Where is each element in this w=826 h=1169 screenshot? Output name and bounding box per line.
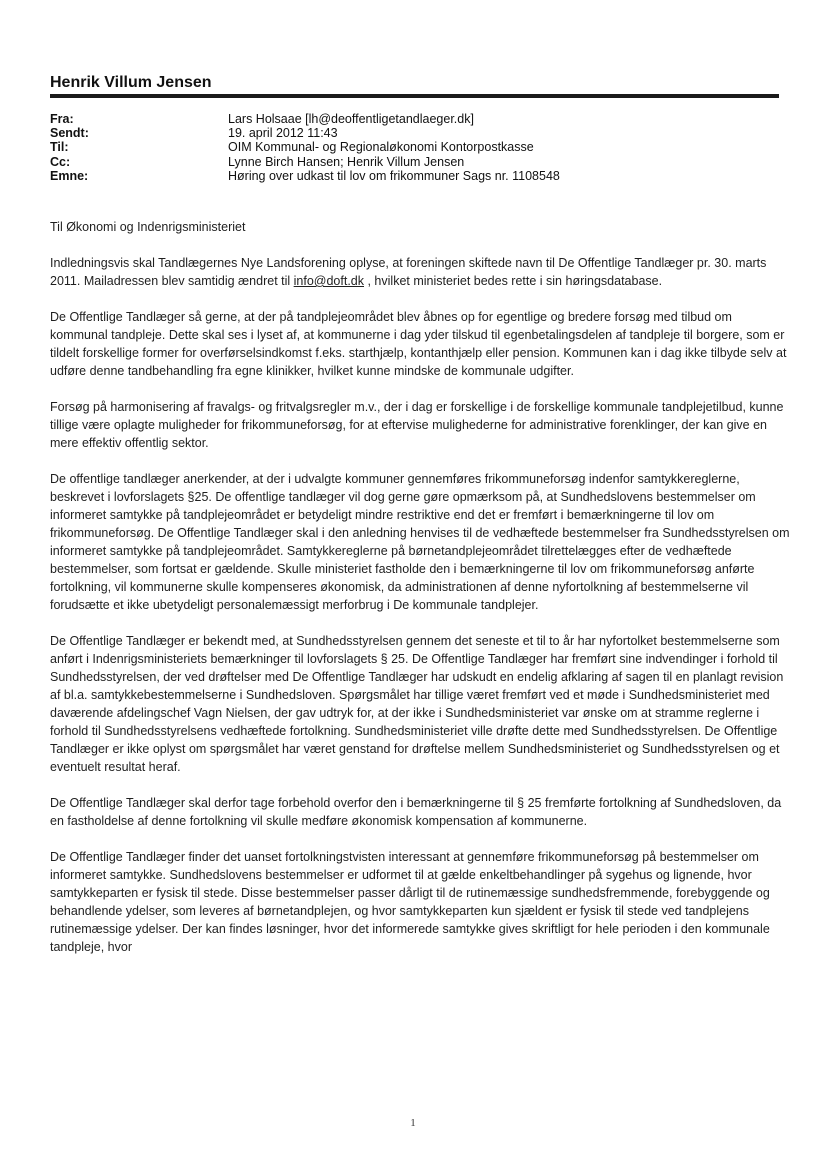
paragraph-text: , hvilket ministeriet bedes rette i sin høringsdatabase. (364, 274, 663, 288)
header-label: Sendt: (50, 126, 89, 141)
header-label: Til: (50, 140, 69, 155)
page-number: 1 (410, 1117, 416, 1129)
paragraph-municipal-dental-care: De Offentlige Tandlæger så gerne, at der på tandplejeområdet blev åbnes op for egentlige og bredere forsøg med tilbud om kommunal tandpleje. Dette skal ses i lyset af, at kommunerne i dag yder tilskud til egenbetalingsdelen af tandpleje til borgere, som er tildelt forskellige former for overførselsindkomst f.eks. starthjælp, kontanthjælp eller pension. Kommunen kan i dag ikke tilbyde selv at udføre denne tandbehandling fra egne klinikker, hvilket kunne mindske de kommunale udgifter. (50, 310, 787, 378)
paragraph-consent-rules: De offentlige tandlæger anerkender, at der i udvalgte kommuner gennemføres frikommuneforsøg indenfor samtykkereglerne, beskrevet i lovforslagets §25. De offentlige tandlæger vil dog gerne gøre opmærksom på, at Sundhedslovens bestemmelser om informeret samtykke på tandplejeområdet er betydeligt mindre restriktive end det er fremført i bemærkningerne til lov om frikommuneforsøg. De Offentlige Tandlæger skal i den anledning henvises til de vedhæftede bestemmelser fra Sundhedsstyrelsen om informeret samtykke på tandplejeområdet. Samtykkereglerne på børnetandplejeområdet tilrettelægges efter de vedhæftede bestemmelser, som fortsat er gældende. Skulle ministeriet fastholde den i bemærkningerne til lov om frikommuneforsøg anførte fortolkning, vil kommunerne skulle kompenseres økonomisk, da administrationen af denne nyfortolkning af bestemmelserne vil forudsætte et ikke ubetydeligt personalemæssigt merforbrug i De kommunale tandplejer. (50, 472, 790, 612)
salutation: Til Økonomi og Indenrigsministeriet (50, 220, 246, 234)
email-headers (50, 112, 560, 183)
paragraph-name-change (50, 254, 790, 290)
paragraph-harmonisation: Forsøg på harmonisering af fravalgs- og fritvalgsregler m.v., der i dag er forskellige i de forskellige kommunale tandplejetilbud, kunne tillige være oplagte muligheder for frikommuneforsøg, for at eftervise mulighederne for administrative forenklinger, der kan give en mere effektiv offentlig sektor. (50, 400, 784, 450)
header-value-to: OIM Kommunal- og Regionaløkonomi Kontorpostkasse (228, 140, 534, 155)
email-body (50, 218, 790, 974)
paragraph-free-municipality-trial: De Offentlige Tandlæger finder det uanset fortolkningstvisten interessant at gennemføre frikommuneforsøg på bestemmelser om informeret samtykke. Sundhedslovens bestemmelser er udformet til at gælde enkeltbehandlinger på sygehus og lignende, hvor samtykkeparten er fysisk til stede. Disse bestemmelser passer dårligt til de rutinemæssige sundhedsfremmende, forebyggende og behandlende ydelser, som leveres af børnetandplejen, og hvor samtykkeparten kun sjældent er fysisk til stede ved tandplejens rutinemæssige ydelser. Der kan findes løsninger, hvor det informerede samtykke gives skriftligt for hele perioden i den kommunale tandpleje, hvor (50, 850, 770, 954)
header-value-cc: Lynne Birch Hansen; Henrik Villum Jensen (228, 154, 465, 169)
paragraph-reservation: De Offentlige Tandlæger skal derfor tage forbehold overfor den i bemærkningerne til § 25 fremførte fortolkning af Sundhedsloven, da en fastholdelse af denne fortolkning vil skulle medføre økonomisk kompensation af kommunerne. (50, 796, 782, 828)
header-row-subject (50, 169, 560, 183)
header-divider (50, 94, 779, 98)
header-label: Emne: (50, 168, 89, 183)
header-label: Cc: (50, 154, 71, 169)
header-row-from (50, 112, 560, 126)
email-link[interactable]: info@doft.dk (293, 274, 365, 288)
header-value-subject: Høring over udkast til lov om frikommuner Sags nr. 1108548 (228, 168, 560, 183)
paragraph-text: Indledningsvis skal Tandlægernes Nye Landsforening oplyse, at foreningen skiftede navn til De Offentlige Tandlæger pr. 30. marts 2011. Mailadressen blev samtidig ændret til (50, 256, 767, 288)
header-row-to (50, 140, 560, 154)
header-value-from: Lars Holsaae [lh@deoffentligetandlaeger.dk] (228, 112, 474, 126)
header-row-sent (50, 126, 560, 140)
mailbox-owner-name: Henrik Villum Jensen (50, 74, 212, 91)
header-label: Fra: (50, 112, 74, 126)
header-value-sent: 19. april 2012 11:43 (228, 126, 338, 141)
header-row-cc (50, 155, 560, 169)
paragraph-health-board: De Offentlige Tandlæger er bekendt med, at Sundhedsstyrelsen gennem det seneste et til to år har nyfortolket bestemmelserne som anført i Indenrigsministeriets bemærkninger til lovforslagets § 25. De Offentlige Tandlæger har fremført sine indvendinger i forhold til Sundhedsstyrelsen, der ved drøftelser med De Offentlige Tandlæger har udskudt en endelig afklaring af sagen til en planlagt revision af bl.a. samtykkebestemmelserne i Sundhedsloven. Spørgsmålet har tillige været fremført ved et møde i Sundhedsministeriet med daværende afdelingschef Vagn Nielsen, der gav udtryk for, at der ikke i Sundhedsministeriet var ønske om at stramme reglerne i forhold til Sundhedsstyrelsens vedhæftede fortolkning. Sundhedsministeriet ville drøfte dette med Sundhedsstyrelsen. De Offentlige Tandlæger er ikke oplyst om spørgsmålet har været genstand for drøftelse mellem Sundhedsministeriet og Sundhedsstyrelsen og et eventuelt resultat heraf. (50, 634, 784, 774)
